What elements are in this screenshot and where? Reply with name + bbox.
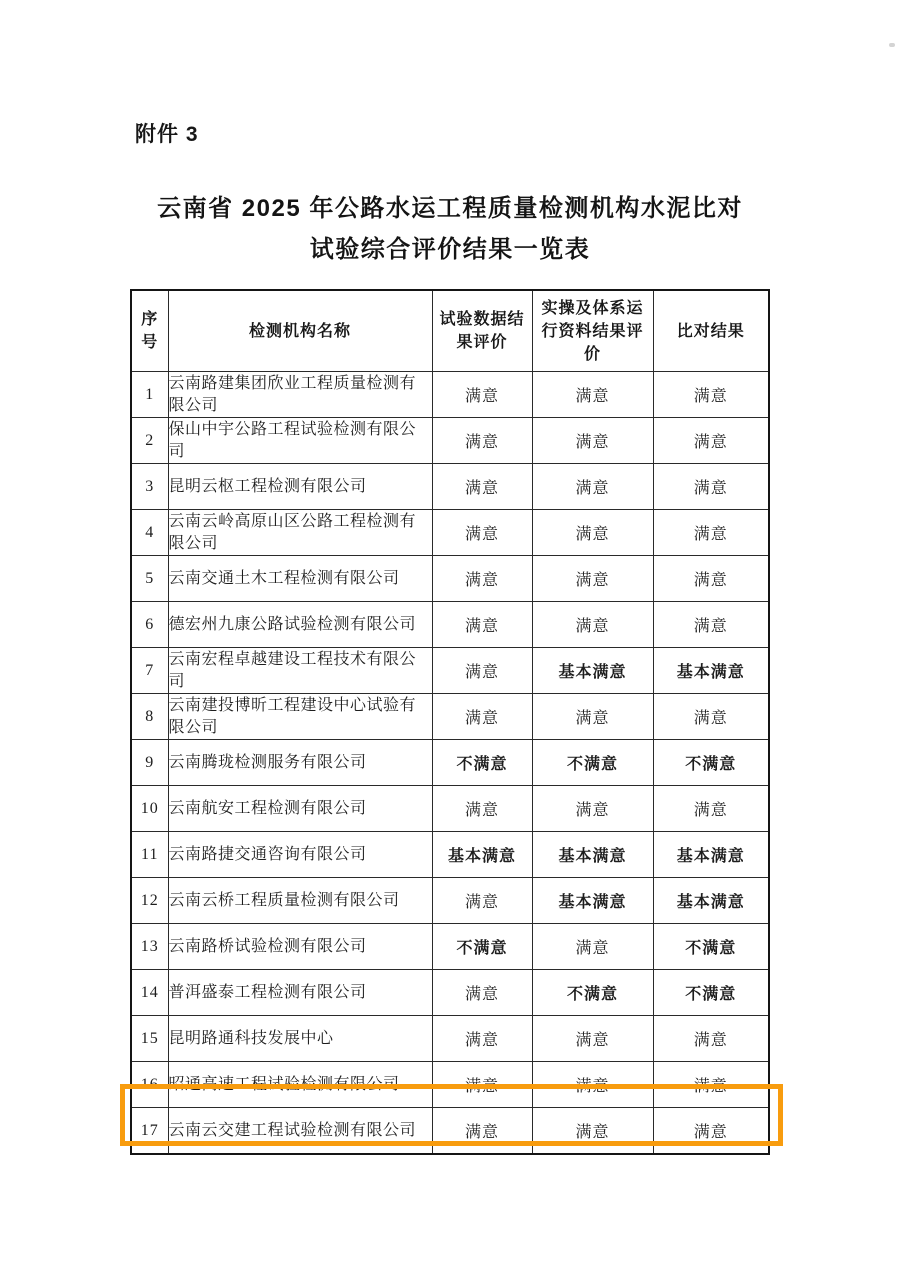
table-row — [131, 786, 769, 832]
comparison-result-cell: 满意 — [653, 1062, 769, 1108]
header-serial-number: 序号 — [131, 290, 168, 372]
agency-name-cell: 云南路捷交通咨询有限公司 — [168, 832, 432, 878]
header-test-data-eval: 试验数据结果评价 — [432, 290, 532, 372]
test-data-eval-cell: 满意 — [432, 1062, 532, 1108]
row-number-cell: 6 — [131, 602, 168, 648]
table-row — [131, 1016, 769, 1062]
agency-name-cell: 昭通高速工程试验检测有限公司 — [168, 1062, 432, 1108]
comparison-result-cell: 不满意 — [653, 970, 769, 1016]
row-number-cell: 10 — [131, 786, 168, 832]
test-data-eval-cell: 满意 — [432, 510, 532, 556]
agency-name-cell: 云南路建集团欣业工程质量检测有限公司 — [168, 372, 432, 418]
comparison-result-cell: 满意 — [653, 602, 769, 648]
table-row — [131, 924, 769, 970]
row-number-cell: 5 — [131, 556, 168, 602]
operation-eval-cell: 不满意 — [532, 740, 653, 786]
test-data-eval-cell: 满意 — [432, 1016, 532, 1062]
agency-name-cell: 云南交通土木工程检测有限公司 — [168, 556, 432, 602]
table-row — [131, 648, 769, 694]
comparison-result-cell: 不满意 — [653, 924, 769, 970]
test-data-eval-cell: 满意 — [432, 372, 532, 418]
operation-eval-cell: 满意 — [532, 1062, 653, 1108]
table-row — [131, 464, 769, 510]
scan-speck-artifact — [889, 43, 895, 47]
document-title-line1: 云南省 2025 年公路水运工程质量检测机构水泥比对 — [157, 195, 743, 222]
row-number-cell: 7 — [131, 648, 168, 694]
agency-name-cell: 德宏州九康公路试验检测有限公司 — [168, 602, 432, 648]
table-row — [131, 602, 769, 648]
table-row — [131, 878, 769, 924]
evaluation-results-table — [130, 289, 770, 1155]
header-comparison-result: 比对结果 — [653, 290, 769, 372]
row-number-cell: 2 — [131, 418, 168, 464]
comparison-result-cell: 满意 — [653, 1016, 769, 1062]
row-number-cell: 17 — [131, 1108, 168, 1155]
table-row — [131, 694, 769, 740]
test-data-eval-cell: 满意 — [432, 648, 532, 694]
agency-name-cell: 云南云岭高原山区公路工程检测有限公司 — [168, 510, 432, 556]
agency-name-cell: 云南宏程卓越建设工程技术有限公司 — [168, 648, 432, 694]
attachment-label: 附件 3 — [135, 123, 199, 146]
operation-eval-cell: 满意 — [532, 1108, 653, 1155]
row-number-cell: 15 — [131, 1016, 168, 1062]
agency-name-cell: 云南腾珑检测服务有限公司 — [168, 740, 432, 786]
agency-name-cell: 昆明云枢工程检测有限公司 — [168, 464, 432, 510]
operation-eval-cell: 满意 — [532, 372, 653, 418]
table-header — [131, 290, 769, 372]
test-data-eval-cell: 满意 — [432, 970, 532, 1016]
operation-eval-cell: 满意 — [532, 924, 653, 970]
header-operation-eval: 实操及体系运行资料结果评价 — [532, 290, 653, 372]
test-data-eval-cell: 满意 — [432, 556, 532, 602]
row-number-cell: 13 — [131, 924, 168, 970]
agency-name-cell: 云南云交建工程试验检测有限公司 — [168, 1108, 432, 1155]
comparison-result-cell: 满意 — [653, 556, 769, 602]
table-row — [131, 372, 769, 418]
operation-eval-cell: 满意 — [532, 464, 653, 510]
row-number-cell: 1 — [131, 372, 168, 418]
agency-name-cell: 普洱盛泰工程检测有限公司 — [168, 970, 432, 1016]
agency-name-cell: 云南建投博昕工程建设中心试验有限公司 — [168, 694, 432, 740]
operation-eval-cell: 基本满意 — [532, 832, 653, 878]
test-data-eval-cell: 满意 — [432, 1108, 532, 1155]
operation-eval-cell: 基本满意 — [532, 878, 653, 924]
agency-name-cell: 保山中宇公路工程试验检测有限公司 — [168, 418, 432, 464]
operation-eval-cell: 满意 — [532, 418, 653, 464]
comparison-result-cell: 满意 — [653, 694, 769, 740]
row-number-cell: 3 — [131, 464, 168, 510]
comparison-result-cell: 基本满意 — [653, 648, 769, 694]
agency-name-cell: 云南航安工程检测有限公司 — [168, 786, 432, 832]
test-data-eval-cell: 满意 — [432, 418, 532, 464]
header-agency-name: 检测机构名称 — [168, 290, 432, 372]
operation-eval-cell: 满意 — [532, 602, 653, 648]
comparison-result-cell: 满意 — [653, 1108, 769, 1155]
comparison-result-cell: 满意 — [653, 418, 769, 464]
test-data-eval-cell: 满意 — [432, 602, 532, 648]
row-number-cell: 8 — [131, 694, 168, 740]
table-row — [131, 970, 769, 1016]
agency-name-cell: 云南路桥试验检测有限公司 — [168, 924, 432, 970]
agency-name-cell: 昆明路通科技发展中心 — [168, 1016, 432, 1062]
comparison-result-cell: 满意 — [653, 372, 769, 418]
comparison-result-cell: 基本满意 — [653, 878, 769, 924]
row-number-cell: 14 — [131, 970, 168, 1016]
table-row — [131, 510, 769, 556]
table-row — [131, 740, 769, 786]
comparison-result-cell: 满意 — [653, 510, 769, 556]
operation-eval-cell: 不满意 — [532, 970, 653, 1016]
operation-eval-cell: 满意 — [532, 1016, 653, 1062]
row-number-cell: 4 — [131, 510, 168, 556]
table-row — [131, 418, 769, 464]
table-body — [131, 372, 769, 1155]
table-row — [131, 832, 769, 878]
operation-eval-cell: 满意 — [532, 556, 653, 602]
comparison-result-cell: 满意 — [653, 786, 769, 832]
table-row — [131, 1062, 769, 1108]
document-title-line2: 试验综合评价结果一览表 — [309, 236, 591, 263]
comparison-result-cell: 基本满意 — [653, 832, 769, 878]
row-number-cell: 9 — [131, 740, 168, 786]
operation-eval-cell: 满意 — [532, 694, 653, 740]
test-data-eval-cell: 不满意 — [432, 924, 532, 970]
comparison-result-cell: 满意 — [653, 464, 769, 510]
test-data-eval-cell: 基本满意 — [432, 832, 532, 878]
table-row — [131, 1108, 769, 1155]
row-number-cell: 12 — [131, 878, 168, 924]
test-data-eval-cell: 满意 — [432, 694, 532, 740]
comparison-result-cell: 不满意 — [653, 740, 769, 786]
table-row — [131, 556, 769, 602]
operation-eval-cell: 基本满意 — [532, 648, 653, 694]
test-data-eval-cell: 满意 — [432, 878, 532, 924]
test-data-eval-cell: 不满意 — [432, 740, 532, 786]
operation-eval-cell: 满意 — [532, 786, 653, 832]
document-title — [0, 188, 900, 270]
test-data-eval-cell: 满意 — [432, 464, 532, 510]
row-number-cell: 11 — [131, 832, 168, 878]
table-header-row — [131, 290, 769, 372]
row-number-cell: 16 — [131, 1062, 168, 1108]
operation-eval-cell: 满意 — [532, 510, 653, 556]
agency-name-cell: 云南云桥工程质量检测有限公司 — [168, 878, 432, 924]
test-data-eval-cell: 满意 — [432, 786, 532, 832]
